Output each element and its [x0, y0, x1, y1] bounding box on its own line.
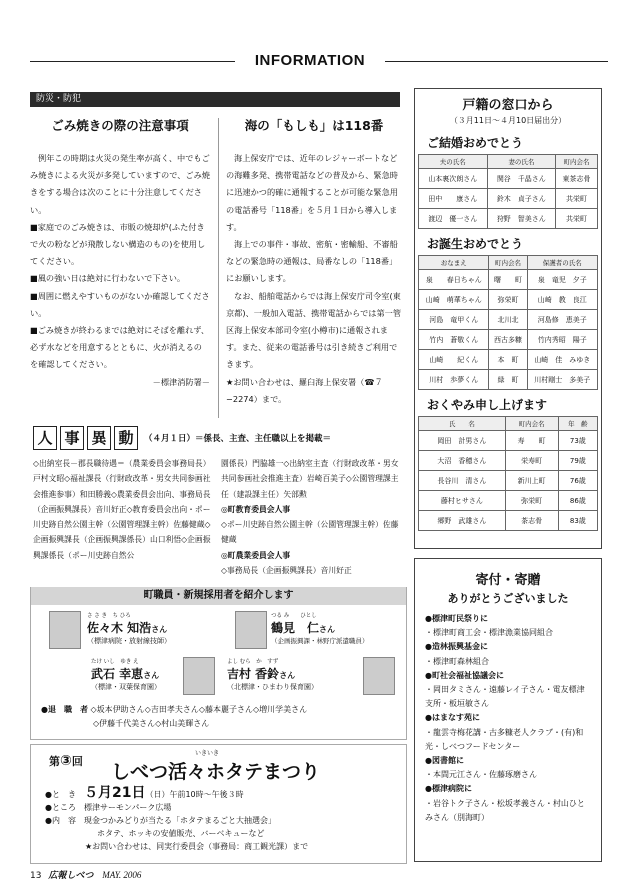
donation-label: ●標津病院に: [425, 784, 472, 794]
table-row: 渡辺 優一さん 狩野 智美さん 共栄町: [419, 209, 598, 229]
article-para: 例年この時期は火災の発生率が高く、中でもごみ焼きによる火災が多発していますので、ごみ焼きをする場合は次のことに十分注意してください。: [30, 153, 210, 215]
table-row: 田中 康さん 鈴木 貞子さん 共栄町: [419, 189, 598, 209]
article-para: ■周囲に燃えやすいものがないか確認してください。: [30, 290, 210, 318]
page-number: 13: [30, 871, 42, 881]
article-para: 海上での事件・事故、密航・密輸船、不審船などの緊急時の通報は、局番なしの「118番」にお願いします。: [226, 239, 398, 284]
koseki-title: 戸籍の窓口から: [462, 98, 554, 113]
staff-photo: [49, 611, 81, 649]
article-para: ■家庭でのごみ焼きは、市販の焼却炉(ふた付きで火の粉などが飛散しない構造のもの)を使用してください。: [30, 221, 206, 267]
article-sign: －標津消防署－: [152, 376, 210, 387]
article-title: 海の「もしも」は118番: [244, 118, 384, 133]
table-row: 山崎 紀くん 本 町 山崎 佳 みゆき: [419, 350, 598, 370]
condolence-table: 氏 名 町内会名 年 齢 岡田 計男さん 寿 町 73歳 大沼 香穂さん 栄寿町 79歳 長谷川 清さん 新川上町 76歳 藤村ヒサさん 弥栄町 86歳 郷野 武雄さん 茶志骨 83歳: [418, 416, 598, 531]
article-para: ■ごみ焼きが終わるまでは絶対にそばを離れず、必ず水などを用意するとともに、火が消えるのを確認してください。: [30, 325, 210, 370]
agri-text: ◇事務局長（企画振興課長）音川好正: [221, 566, 352, 576]
condolence-title: おくやみ申し上げます: [427, 398, 548, 412]
staff-person: たけ いし ゆき え 武石 幸恵さん （標津・双葉保育園）: [91, 659, 161, 691]
donation-subtitle: ありがとうございました: [447, 592, 569, 605]
staff-intro-box: [30, 587, 407, 740]
staff-person: つる み ひとし 鶴見 仁さん （企画振興課・林野庁派遣職員）: [271, 613, 369, 645]
section-tag: 防災・防犯: [30, 92, 400, 107]
article-title: ごみ焼きの際の注意事項: [51, 118, 189, 133]
edu-label: ◎町教育委員会人事: [221, 504, 291, 514]
donation-text: ・岡田タミさん・遠藤レイ子さん・電友標津支所・板垣敏さん: [425, 685, 585, 709]
article-para: なお、船舶電話からでは海上保安庁司令室(東京都)、一般加入電話、携帯電話からでは第一管区海上保安本部司令室(小樽市)に通報されます。また、従来の電話番号は引き続きご利用できます。: [226, 290, 402, 370]
festival-title: しべつ活々ホタテまつり: [111, 761, 321, 783]
marriage-table: 夫の氏名 妻の氏名 町内会名 山本裏次朗さん 関谷 千晶さん 東茶志骨 田中 康さん 鈴木 貞子さん 共栄町 渡辺 優一さん 狩野 智美さん 共栄町: [418, 154, 598, 229]
festival-ruby: いきいき: [195, 750, 220, 757]
donation-text: ・本間元江さん・佐藤琢磨さん: [425, 770, 537, 780]
donation-label: ●造林振興基金に: [425, 642, 488, 652]
jinji-char: 人: [33, 426, 57, 450]
table-row: 竹内 蒼敬くん 西古多糠 竹内秀昭 陽子: [419, 330, 598, 350]
table-row: 泉 春日ちゃん 曙 町 泉 竜児 夕子: [419, 270, 598, 290]
birth-title: お誕生おめでとう: [427, 237, 524, 251]
festival-number: 第③回: [49, 753, 83, 769]
staff-photo: [363, 657, 395, 695]
donation-text: ・岩谷トク子さん・松坂孝義さん・村山ひとみさん（別海町）: [425, 798, 585, 822]
table-row: 山本裏次朗さん 関谷 千晶さん 東茶志骨: [419, 169, 598, 189]
jinji-char: 動: [114, 426, 138, 450]
table-row: 長谷川 清さん 新川上町 76歳: [419, 471, 598, 491]
staff-person: よし むら か すず 吉村 香鈴さん （北標津・ひまわり保育園）: [227, 659, 318, 691]
jinji-date: （４月１日）＝係長、主査、主任職以上を掲載＝: [144, 434, 332, 444]
staff-person: さ さ き ち ひろ 佐々木 知浩さん （標津病院・放射線技師）: [87, 613, 171, 645]
table-row: 岡田 計男さん 寿 町 73歳: [419, 431, 598, 451]
personnel-changes: [33, 426, 405, 578]
table-row: 藤村ヒサさん 弥栄町 86歳: [419, 491, 598, 511]
page-title: INFORMATION: [235, 52, 385, 72]
donation-text: ・標津町森林組合: [425, 656, 489, 666]
jinji-col2: 園係長）門脇雄一◇出納室主査（行財政改革・男女共同参画社会推進主査）岩崎百美子◇公園管理課主任（建設課主任）矢部勲: [221, 459, 399, 499]
issue-date: MAY. 2006: [102, 870, 142, 880]
donation-label: ●町社会福祉協議会に: [425, 670, 504, 680]
agri-label: ◎町農業委員会人事: [221, 550, 291, 560]
edu-text: ◇ポー川史跡自然公園主幹（公園管理課主幹）佐藤健蔵: [221, 520, 399, 545]
retirees: ●退 職 者 ◇坂本伊助さん◇吉田孝夫さん◇藤本麗子さん◇増川学美さん ◇伊藤千代美さん◇村山美輝さん: [41, 705, 308, 728]
jinji-char: 異: [87, 426, 111, 450]
article-para: ★お問い合わせは、羅臼海上保安署（☎７−2274）まで。: [226, 376, 383, 404]
donation-text: ・標津町商工会・標津漁業協同組合: [425, 628, 553, 638]
maritime-emergency-article: [226, 116, 402, 408]
donation-label: ●標津町民祭りに: [425, 614, 488, 623]
article-para: 海上保安庁では、近年のレジャーボートなどの海難多発、携帯電話などの普及から、緊急時に迅速かつ的確に通報することが可能な緊急用の電話番号「118番」を５月１日から導入します。: [226, 153, 398, 232]
article-para: ■風の強い日は絶対に行わないで下さい。: [30, 273, 186, 284]
koseki-period: （３月11日～４月10日届出分）: [449, 116, 567, 125]
birth-table: おなまえ 町内会名 保護者の氏名 泉 春日ちゃん 曙 町 泉 竜児 夕子 山崎 萌華ちゃん 弥栄町 山崎 教 良江 河島 竜甲くん 北川北 河島修 恵美子 竹内 蒼敬くん 西古多糠 竹内秀昭 陽子 山崎 紀くん 本 町 山崎 佳 みゆき 川村 歩夢くん 緑 町 川村剛士 多美子: [418, 255, 598, 390]
donation-title: 寄付・寄贈: [475, 573, 541, 588]
donation-box: [414, 558, 602, 862]
festival-box: [30, 744, 407, 864]
family-register-box: [414, 88, 602, 549]
jinji-char: 事: [60, 426, 84, 450]
table-row: 河島 竜甲くん 北川北 河島修 恵美子: [419, 310, 598, 330]
page-header: [0, 48, 630, 82]
page-footer: [30, 868, 141, 881]
jinji-col1: ◇出納室長－郡長職待遇＝（農業委員会事務局長）戸村文昭◇福祉課長（行財政改革・男女共同参画社会推進参事）和田勝義◇農業委員会出向、事務局長（企画振興課長）音川好正◇教育委員会出向・ポー川史跡自然公園主幹（公園管理課主幹）佐藤健蔵◇企画振興課長（企画振興課係長）山口利悟◇企画振興課係長（ポー川史跡自然公: [33, 459, 211, 560]
festival-details: ●と き ５月21日（日）午前10時～午後３時 ●ところ 標津サーモンパーク広場 ●内 容 現金つかみどりが当たる「ホタテまるごと大抽選会」 ホタテ、ホッキの安値販売、バーベキューなど ★お問い合わせは、同実行委員会（事務局：商工観光課）まで: [45, 785, 309, 851]
donation-text: ・龍雲寺梅花講・古多糠老人クラブ・(有)和光・しべつフードセンター: [425, 727, 584, 751]
table-row: 郷野 武雄さん 茶志骨 83歳: [419, 511, 598, 531]
garbage-burning-article: [30, 116, 210, 391]
staff-photo: [183, 657, 215, 695]
table-row: 川村 歩夢くん 緑 町 川村剛士 多美子: [419, 370, 598, 390]
donation-label: ●図書館に: [425, 756, 464, 766]
publication-name: 広報しべつ: [48, 871, 94, 881]
staff-photo: [235, 611, 267, 649]
table-row: 大沼 香穂さん 栄寿町 79歳: [419, 451, 598, 471]
donation-label: ●はまなす苑に: [425, 713, 480, 723]
table-row: 山崎 萌華ちゃん 弥栄町 山崎 教 良江: [419, 290, 598, 310]
marriage-title: ご結婚おめでとう: [427, 136, 524, 150]
staff-banner: 町職員・新規採用者を紹介します: [31, 587, 406, 605]
